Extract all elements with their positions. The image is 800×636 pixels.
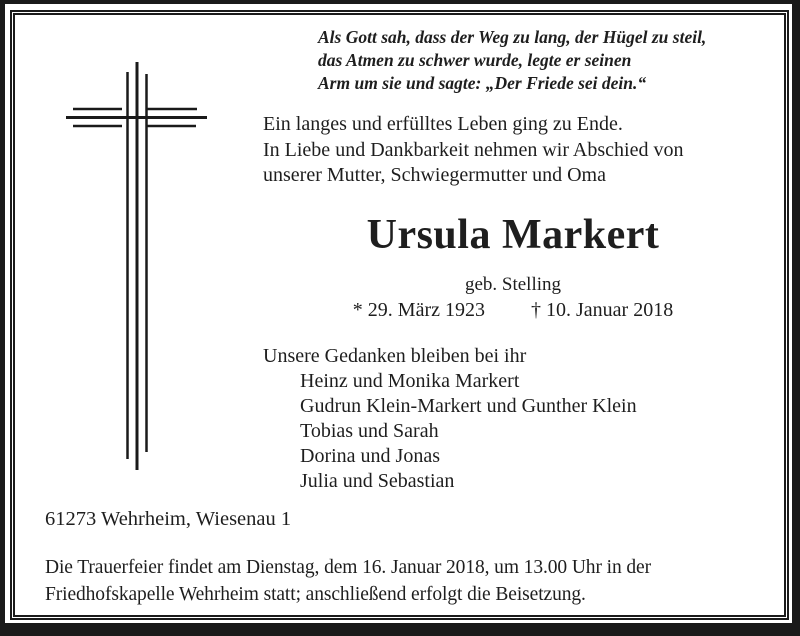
death-date: † 10. Januar 2018 (531, 299, 674, 321)
funeral-line: Friedhofskapelle Wehrheim statt; anschließend erfolgt die Beisetzung. (45, 583, 586, 605)
verse-line: das Atmen zu schwer wurde, legte er seinen (318, 50, 632, 70)
intro-line: Ein langes und erfülltes Leben ging zu Ende. (263, 113, 623, 135)
intro-line: unserer Mutter, Schwiegermutter und Oma (263, 164, 606, 186)
birth-date: * 29. März 1923 (352, 299, 485, 321)
opening-verse (318, 26, 706, 95)
verse-line: Als Gott sah, dass der Weg zu lang, der Hügel zu steil, (318, 27, 707, 47)
mourner-name: Dorina und Jonas (300, 445, 440, 467)
intro-paragraph (263, 112, 683, 189)
frame-edge-bottom (0, 623, 800, 636)
address-line: 61273 Wehrheim, Wiesenau 1 (45, 508, 292, 530)
mourner-name: Julia und Sebastian (300, 470, 455, 492)
life-dates (263, 299, 763, 322)
deceased-name-block (263, 212, 763, 258)
verse-line: Arm um sie und sagte: „Der Friede sei dein.“ (318, 73, 647, 93)
frame-edge-right (792, 0, 800, 636)
mourner-name: Tobias und Sarah (300, 420, 439, 442)
deceased-name: Ursula Markert (366, 212, 660, 258)
mourner-name: Gudrun Klein-Markert und Gunther Klein (300, 395, 637, 417)
mourners-block (263, 344, 637, 494)
maiden-name: geb. Stelling (464, 274, 562, 295)
funeral-line: Die Trauerfeier findet am Dienstag, dem 16. Januar 2018, um 13.00 Uhr in der (45, 557, 651, 578)
mourners-intro: Unsere Gedanken bleiben bei ihr (263, 345, 527, 367)
funeral-info (45, 555, 651, 608)
cross-icon (0, 0, 260, 500)
mourner-name: Heinz und Monika Markert (300, 370, 520, 392)
intro-line: In Liebe und Dankbarkeit nehmen wir Abschied von (263, 138, 684, 161)
